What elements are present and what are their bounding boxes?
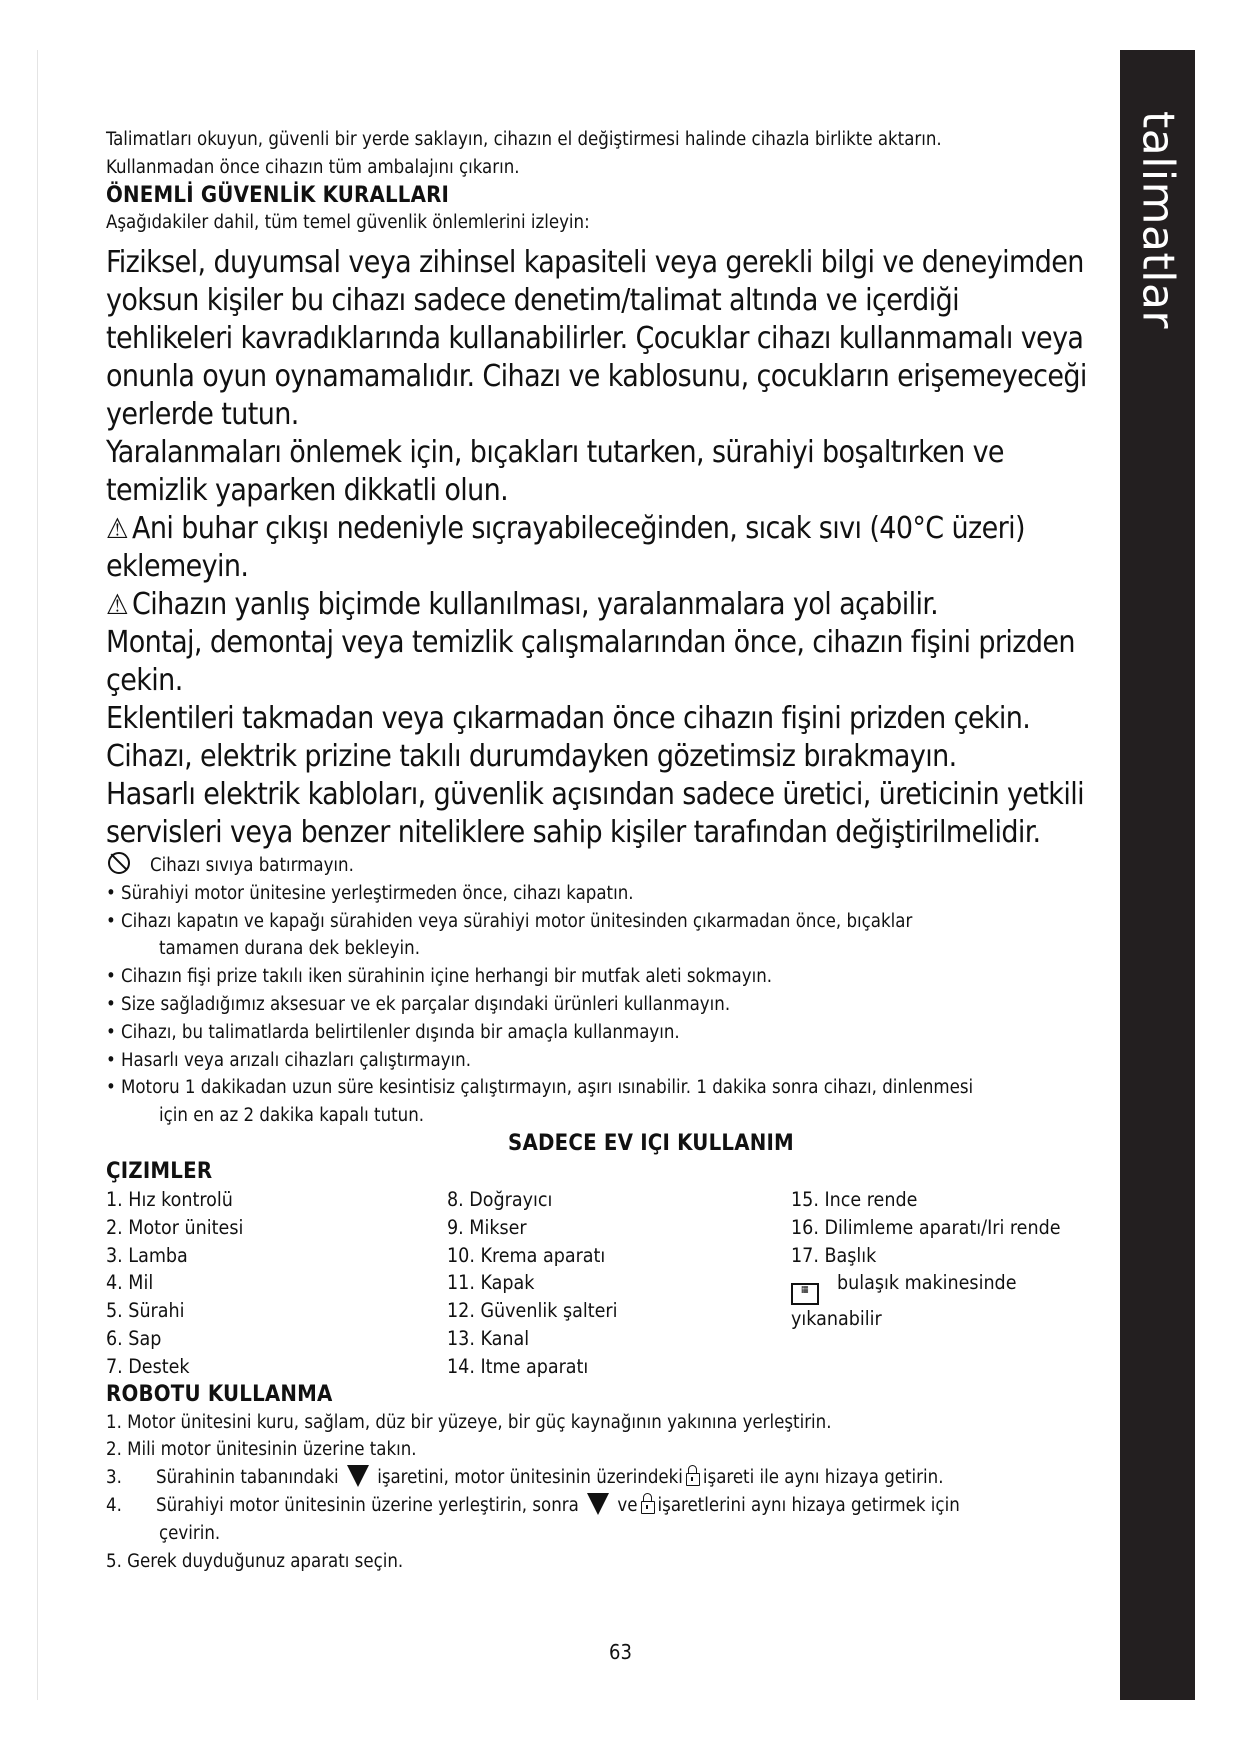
- part-item: 7. Destek: [106, 1354, 190, 1378]
- part-item: 9. Mikser: [447, 1215, 527, 1239]
- part-item: 5. Sürahi: [106, 1299, 185, 1323]
- step-number: 3.: [106, 1467, 122, 1489]
- steam-warning-text: Ani buhar çıkışı nedeniyle sıçrayabileceğinden, sıcak sıvı (40°C üzeri): [132, 511, 1025, 546]
- misuse-warning-text: Cihazın yanlış biçimde kullanılması, yaralanmalara yol açabilir.: [132, 587, 939, 622]
- safety-subheading: Aşağıdakiler dahil, tüm temel güvenlik önlemlerini izleyin:: [106, 212, 590, 233]
- safety-text-line: tehlikeleri kavradıklarında kullanabilirler. Çocuklar cihazı kullanmamalı veya: [106, 321, 1084, 356]
- safety-text-line: yoksun kişiler bu cihazı sadece denetim/talimat altında ve içerdiği: [106, 283, 960, 318]
- household-only-heading: SADECE EV IÇI KULLANIM: [508, 1130, 794, 1156]
- step-text-part: Sürahinin tabanındaki: [156, 1467, 339, 1489]
- safety-bullet: • Cihazın fişi prize takılı iken sürahinin içine herhangi bir mutfak aleti sokmayın.: [106, 963, 1116, 991]
- dishwasher-note: [791, 1269, 1111, 1305]
- no-immerse-text: Cihazı sıvıya batırmayın.: [150, 855, 354, 876]
- using-step: [106, 1492, 1116, 1520]
- step-text-part: işaretini, motor ünitesinin üzerindeki: [377, 1467, 683, 1489]
- intro-line: Kullanmadan önce cihazın tüm ambalajını çıkarın.: [106, 157, 520, 178]
- parts-column-1: [106, 1186, 447, 1381]
- part-item: 6. Sap: [106, 1326, 162, 1350]
- part-item: 15. Ince rende: [791, 1187, 918, 1211]
- intro-line: Talimatları okuyun, güvenli bir yerde saklayın, cihazın el değiştirmesi halinde cihazla birlikte aktarın.: [106, 129, 942, 150]
- steam-warning-cont: eklemeyin.: [106, 549, 249, 584]
- safety-bullet: • Size sağladığımız aksesuar ve ek parçalar dışındaki ürünleri kullanmayın.: [106, 991, 1116, 1019]
- using-step: [106, 1464, 1116, 1492]
- safety-bullet: • Hasarlı veya arızalı cihazları çalıştırmayın.: [106, 1047, 1116, 1075]
- safety-text-line: onunla oyun oynamamalıdır. Cihazı ve kablosunu, çocukların erişemeyeceği: [106, 359, 1087, 394]
- step-text-part: ve: [617, 1494, 638, 1516]
- safety-bullet: • Sürahiyi motor ünitesine yerleştirmeden önce, cihazı kapatın.: [106, 880, 1116, 908]
- page-content: [106, 126, 1116, 1575]
- safety-text-line: çekin.: [106, 663, 183, 698]
- safety-bullet-cont: tamamen durana dek bekleyin.: [159, 938, 420, 960]
- safety-text-line: Montaj, demontaj veya temizlik çalışmalarından önce, cihazın fişini prizden: [106, 625, 1075, 660]
- drawings-heading: ÇIZIMLER: [106, 1158, 213, 1184]
- steam-warning: [106, 510, 1116, 548]
- step-text: [156, 1492, 960, 1520]
- part-item: 1. Hız kontrolü: [106, 1187, 233, 1211]
- safety-text-line: Fiziksel, duyumsal veya zihinsel kapasiteli veya gerekli bilgi ve deneyimden: [106, 245, 1084, 280]
- part-item: 17. Başlık: [791, 1243, 877, 1267]
- step-text-part: işaretlerini aynı hizaya getirmek için: [657, 1494, 960, 1516]
- dishwasher-icon: ▦: [791, 1283, 819, 1305]
- part-item: 16. Dilimleme aparatı/Iri rende: [791, 1215, 1061, 1239]
- page-number: 63: [609, 1640, 632, 1664]
- using-step: 5. Gerek duyduğunuz aparatı seçin.: [106, 1550, 404, 1572]
- safety-heading: ÖNEMLİ GÜVENLİK KURALLARI: [106, 183, 450, 208]
- parts-column-3: [791, 1186, 1111, 1381]
- part-item: 2. Motor ünitesi: [106, 1215, 244, 1239]
- misuse-warning: [106, 586, 1116, 624]
- margin-line: [37, 50, 38, 1700]
- safety-text-line: Yaralanmaları önlemek için, bıçakları tutarken, sürahiyi boşaltırken ve: [106, 435, 1004, 470]
- no-immerse-line: [106, 852, 1116, 880]
- dishwasher-note-text: bulaşık makinesinde: [837, 1271, 1017, 1295]
- using-step: 2. Mili motor ünitesinin üzerine takın.: [106, 1439, 417, 1461]
- no-immerse-icon: [108, 852, 130, 874]
- safety-bullet: • Cihazı, bu talimatlarda belirtilenler dışında bir amaçla kullanmayın.: [106, 1019, 1116, 1047]
- safety-text-line: Eklentileri takmadan veya çıkarmadan önce cihazın fişini prizden çekin.: [106, 701, 1031, 736]
- part-item: 11. Kapak: [447, 1271, 535, 1295]
- part-item: 13. Kanal: [447, 1326, 530, 1350]
- step-text-part: işareti ile aynı hizaya getirin.: [702, 1467, 944, 1489]
- dishwasher-note-cont: yıkanabilir: [791, 1307, 882, 1331]
- warning-triangle-icon: ⚠: [106, 588, 128, 621]
- safety-text-line: servisleri veya benzer niteliklere sahip kişiler tarafından değiştirilmelidir.: [106, 815, 1041, 850]
- triangle-marker-icon: [347, 1465, 369, 1487]
- side-tab-text: talimatlar: [1132, 110, 1183, 330]
- step-text: [156, 1464, 943, 1492]
- hot-surface-warning-icon: ⚠: [106, 512, 128, 545]
- triangle-marker-icon: [587, 1493, 609, 1515]
- safety-text-line: Cihazı, elektrik prizine takılı durumdayken gözetimsiz bırakmayın.: [106, 739, 957, 774]
- step-number: 4.: [106, 1494, 122, 1516]
- part-item: 14. Itme aparatı: [447, 1354, 589, 1378]
- part-item: 12. Güvenlik şalteri: [447, 1299, 618, 1323]
- part-item: 4. Mil: [106, 1271, 154, 1295]
- safety-bullet-cont: için en az 2 dakika kapalı tutun.: [159, 1105, 425, 1127]
- using-step: 1. Motor ünitesini kuru, sağlam, düz bir yüzeye, bir güç kaynağının yakınına yerleştirin.: [106, 1411, 832, 1433]
- part-item: 3. Lamba: [106, 1243, 188, 1267]
- padlock-icon: [641, 1501, 655, 1514]
- safety-bullet: • Cihazı kapatın ve kapağı sürahiden veya sürahiyi motor ünitesinden çıkarmadan önce, bıçaklar: [106, 908, 1116, 936]
- safety-text-line: Hasarlı elektrik kabloları, güvenlik açısından sadece üretici, üreticinin yetkili: [106, 777, 1085, 812]
- part-item: 8. Doğrayıcı: [447, 1187, 553, 1211]
- side-tab-label: [1120, 50, 1195, 390]
- safety-text-line: yerlerde tutun.: [106, 397, 299, 432]
- parts-column-2: [447, 1186, 791, 1381]
- padlock-icon: [686, 1473, 700, 1486]
- parts-list: [106, 1186, 1116, 1381]
- step-text-part: Sürahiyi motor ünitesinin üzerine yerleştirin, sonra: [156, 1494, 579, 1516]
- safety-bullet: • Motoru 1 dakikadan uzun süre kesintisiz çalıştırmayın, aşırı ısınabilir. 1 dakika sonra cihazı, dinlenmesi: [106, 1074, 1116, 1102]
- part-item: 10. Krema aparatı: [447, 1243, 606, 1267]
- using-heading: ROBOTU KULLANMA: [106, 1381, 333, 1407]
- using-step-cont: çevirin.: [159, 1522, 221, 1544]
- safety-text-line: temizlik yaparken dikkatli olun.: [106, 473, 509, 508]
